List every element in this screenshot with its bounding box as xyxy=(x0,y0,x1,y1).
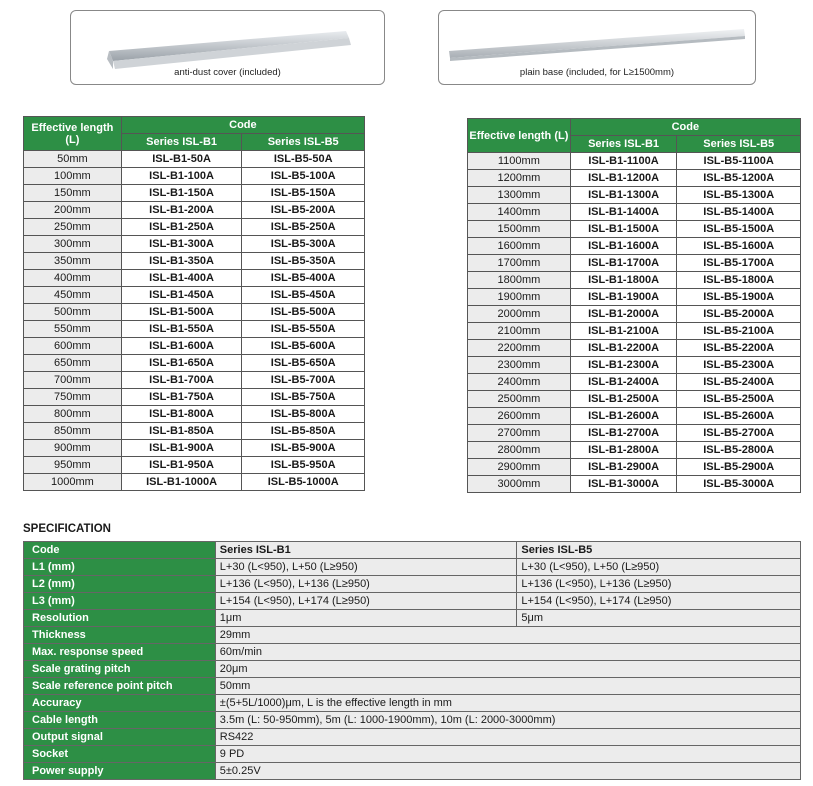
series-b1-code-cell: ISL-B1-2200A xyxy=(570,340,677,357)
effective-length-cell: 2100mm xyxy=(468,323,571,340)
code-header: Code xyxy=(570,119,800,136)
series-b5-code-cell: ISL-B5-700A xyxy=(242,372,365,389)
table-row xyxy=(24,253,365,270)
spec-row xyxy=(24,763,801,780)
table-row xyxy=(24,338,365,355)
effective-length-cell: 350mm xyxy=(24,253,122,270)
spec-value: 29mm xyxy=(215,627,800,644)
series-b1-code-cell: ISL-B1-1200A xyxy=(570,170,677,187)
table-row xyxy=(468,153,801,170)
table-row xyxy=(24,219,365,236)
table-row xyxy=(468,272,801,289)
table-row xyxy=(468,408,801,425)
series-b5-code-cell: ISL-B5-2800A xyxy=(677,442,801,459)
series-b1-code-cell: ISL-B1-300A xyxy=(121,236,242,253)
series-b1-code-cell: ISL-B1-2100A xyxy=(570,323,677,340)
series-b1-code-cell: ISL-B1-500A xyxy=(121,304,242,321)
table-row xyxy=(24,355,365,372)
series-b5-code-cell: ISL-B5-2500A xyxy=(677,391,801,408)
series-b5-code-cell: ISL-B5-800A xyxy=(242,406,365,423)
series-b5-code-cell: ISL-B5-900A xyxy=(242,440,365,457)
series-b1-code-cell: ISL-B1-2300A xyxy=(570,357,677,374)
effective-length-cell: 450mm xyxy=(24,287,122,304)
table-row xyxy=(24,372,365,389)
series-b5-code-cell: ISL-B5-2900A xyxy=(677,459,801,476)
spec-label: L3 (mm) xyxy=(24,593,216,610)
table-row xyxy=(24,440,365,457)
spec-label: Cable length xyxy=(24,712,216,729)
spec-value-b1: L+154 (L<950), L+174 (L≥950) xyxy=(215,593,517,610)
effective-length-cell: 3000mm xyxy=(468,476,571,493)
effective-length-cell: 750mm xyxy=(24,389,122,406)
effective-length-cell: 1400mm xyxy=(468,204,571,221)
series-b1-code-cell: ISL-B1-650A xyxy=(121,355,242,372)
spec-row xyxy=(24,559,801,576)
series-b1-code-cell: ISL-B1-250A xyxy=(121,219,242,236)
series-b1-code-cell: ISL-B1-1700A xyxy=(570,255,677,272)
effective-length-cell: 2700mm xyxy=(468,425,571,442)
series-b1-code-cell: ISL-B1-2500A xyxy=(570,391,677,408)
spec-row xyxy=(24,576,801,593)
table-row xyxy=(24,202,365,219)
spec-row xyxy=(24,610,801,627)
series-b5-code-cell: ISL-B5-850A xyxy=(242,423,365,440)
table-row xyxy=(468,374,801,391)
series-b5-code-cell: ISL-B5-150A xyxy=(242,185,365,202)
spec-label: Scale reference point pitch xyxy=(24,678,216,695)
series-b5-code-cell: ISL-B5-500A xyxy=(242,304,365,321)
code-table-right xyxy=(467,118,801,493)
series-b5-code-cell: ISL-B5-200A xyxy=(242,202,365,219)
spec-row xyxy=(24,678,801,695)
effective-length-cell: 1300mm xyxy=(468,187,571,204)
series-b5-header: Series ISL-B5 xyxy=(242,134,365,151)
series-b5-code-cell: ISL-B5-1900A xyxy=(677,289,801,306)
effective-length-cell: 1500mm xyxy=(468,221,571,238)
table-row xyxy=(468,459,801,476)
table-row xyxy=(24,270,365,287)
effective-length-cell: 1900mm xyxy=(468,289,571,306)
table-row xyxy=(24,406,365,423)
spec-row xyxy=(24,661,801,678)
series-b5-code-cell: ISL-B5-3000A xyxy=(677,476,801,493)
table-row xyxy=(468,442,801,459)
effective-length-cell: 2400mm xyxy=(468,374,571,391)
series-b5-code-cell: ISL-B5-1000A xyxy=(242,474,365,491)
effective-length-cell: 250mm xyxy=(24,219,122,236)
series-b1-code-cell: ISL-B1-900A xyxy=(121,440,242,457)
series-b5-code-cell: ISL-B5-1300A xyxy=(677,187,801,204)
effective-length-cell: 2300mm xyxy=(468,357,571,374)
effective-length-cell: 1100mm xyxy=(468,153,571,170)
series-b5-code-cell: ISL-B5-350A xyxy=(242,253,365,270)
effective-length-cell: 2200mm xyxy=(468,340,571,357)
effective-length-cell: 2500mm xyxy=(468,391,571,408)
effective-length-cell: 600mm xyxy=(24,338,122,355)
spec-label: Max. response speed xyxy=(24,644,216,661)
series-b5-code-cell: ISL-B5-2700A xyxy=(677,425,801,442)
series-b1-header: Series ISL-B1 xyxy=(570,136,677,153)
table-row xyxy=(24,321,365,338)
series-b1-code-cell: ISL-B1-2800A xyxy=(570,442,677,459)
effective-length-cell: 950mm xyxy=(24,457,122,474)
spec-value: 20μm xyxy=(215,661,800,678)
spec-row xyxy=(24,695,801,712)
plain-base-caption: plain base (included, for L≥1500mm) xyxy=(519,67,675,78)
effective-length-cell: 500mm xyxy=(24,304,122,321)
spec-row xyxy=(24,746,801,763)
table-row xyxy=(24,168,365,185)
table-row xyxy=(24,185,365,202)
series-b1-code-cell: ISL-B1-1300A xyxy=(570,187,677,204)
table-row xyxy=(468,187,801,204)
table-row xyxy=(468,170,801,187)
table-row xyxy=(468,255,801,272)
series-b5-code-cell: ISL-B5-1200A xyxy=(677,170,801,187)
spec-value: RS422 xyxy=(215,729,800,746)
spec-label: Resolution xyxy=(24,610,216,627)
series-b1-code-cell: ISL-B1-2900A xyxy=(570,459,677,476)
series-b5-code-cell: ISL-B5-950A xyxy=(242,457,365,474)
table-row xyxy=(24,236,365,253)
spec-value: 50mm xyxy=(215,678,800,695)
series-b5-code-cell: ISL-B5-600A xyxy=(242,338,365,355)
specification-table xyxy=(23,541,801,780)
spec-value: 9 PD xyxy=(215,746,800,763)
effective-length-cell: 50mm xyxy=(24,151,122,168)
table-row xyxy=(468,425,801,442)
table-row xyxy=(468,323,801,340)
series-b5-code-cell: ISL-B5-2400A xyxy=(677,374,801,391)
series-b5-code-cell: ISL-B5-2600A xyxy=(677,408,801,425)
table-row xyxy=(468,221,801,238)
spec-value-b1: L+30 (L<950), L+50 (L≥950) xyxy=(215,559,517,576)
table-row xyxy=(24,474,365,491)
series-b1-code-cell: ISL-B1-800A xyxy=(121,406,242,423)
series-b5-code-cell: ISL-B5-1700A xyxy=(677,255,801,272)
series-b1-code-cell: ISL-B1-1800A xyxy=(570,272,677,289)
effective-length-cell: 300mm xyxy=(24,236,122,253)
series-b1-code-cell: ISL-B1-1500A xyxy=(570,221,677,238)
series-b1-code-cell: ISL-B1-1100A xyxy=(570,153,677,170)
spec-value-b5: L+30 (L<950), L+50 (L≥950) xyxy=(517,559,801,576)
spec-code-label: Code xyxy=(24,542,216,559)
series-b5-code-cell: ISL-B5-400A xyxy=(242,270,365,287)
spec-value: 5±0.25V xyxy=(215,763,800,780)
series-b5-header: Series ISL-B5 xyxy=(677,136,801,153)
table-row xyxy=(24,457,365,474)
spec-row xyxy=(24,593,801,610)
spec-label: Power supply xyxy=(24,763,216,780)
series-b5-code-cell: ISL-B5-300A xyxy=(242,236,365,253)
spec-value: 60m/min xyxy=(215,644,800,661)
effective-length-cell: 1700mm xyxy=(468,255,571,272)
effective-length-cell: 850mm xyxy=(24,423,122,440)
anti-dust-cover-caption: anti-dust cover (included) xyxy=(174,67,281,78)
series-b5-code-cell: ISL-B5-1100A xyxy=(677,153,801,170)
code-header: Code xyxy=(121,117,364,134)
series-b1-code-cell: ISL-B1-600A xyxy=(121,338,242,355)
table-row xyxy=(468,391,801,408)
effective-length-cell: 2600mm xyxy=(468,408,571,425)
effective-length-header: Effective length (L) xyxy=(468,119,571,153)
table-row xyxy=(468,476,801,493)
spec-value-b5: L+136 (L<950), L+136 (L≥950) xyxy=(517,576,801,593)
effective-length-cell: 550mm xyxy=(24,321,122,338)
table-row xyxy=(468,340,801,357)
series-b1-code-cell: ISL-B1-1400A xyxy=(570,204,677,221)
spec-label: Accuracy xyxy=(24,695,216,712)
spec-value: ±(5+5L/1000)μm, L is the effective length in mm xyxy=(215,695,800,712)
series-b1-code-cell: ISL-B1-200A xyxy=(121,202,242,219)
series-b1-code-cell: ISL-B1-3000A xyxy=(570,476,677,493)
spec-value-b5: L+154 (L<950), L+174 (L≥950) xyxy=(517,593,801,610)
spec-value-b1: L+136 (L<950), L+136 (L≥950) xyxy=(215,576,517,593)
effective-length-header: Effective length (L) xyxy=(24,117,122,151)
table-row xyxy=(24,389,365,406)
series-b1-code-cell: ISL-B1-150A xyxy=(121,185,242,202)
series-b1-code-cell: ISL-B1-1900A xyxy=(570,289,677,306)
series-b1-code-cell: ISL-B1-700A xyxy=(121,372,242,389)
table-row xyxy=(468,238,801,255)
effective-length-cell: 800mm xyxy=(24,406,122,423)
series-b5-code-cell: ISL-B5-250A xyxy=(242,219,365,236)
effective-length-cell: 1000mm xyxy=(24,474,122,491)
table-row xyxy=(468,357,801,374)
effective-length-cell: 2900mm xyxy=(468,459,571,476)
series-b5-code-cell: ISL-B5-450A xyxy=(242,287,365,304)
series-b1-code-cell: ISL-B1-1000A xyxy=(121,474,242,491)
effective-length-cell: 200mm xyxy=(24,202,122,219)
series-b5-code-cell: ISL-B5-2300A xyxy=(677,357,801,374)
series-b5-code-cell: ISL-B5-2200A xyxy=(677,340,801,357)
series-b5-code-cell: ISL-B5-550A xyxy=(242,321,365,338)
effective-length-cell: 2000mm xyxy=(468,306,571,323)
spec-row xyxy=(24,729,801,746)
spec-row xyxy=(24,627,801,644)
effective-length-cell: 1600mm xyxy=(468,238,571,255)
table-row xyxy=(468,204,801,221)
spec-label: L2 (mm) xyxy=(24,576,216,593)
series-b5-code-cell: ISL-B5-100A xyxy=(242,168,365,185)
spec-label: Thickness xyxy=(24,627,216,644)
series-b1-code-cell: ISL-B1-2000A xyxy=(570,306,677,323)
effective-length-cell: 2800mm xyxy=(468,442,571,459)
spec-value: 3.5m (L: 50-950mm), 5m (L: 1000-1900mm), 10m (L: 2000-3000mm) xyxy=(215,712,800,729)
series-b5-code-cell: ISL-B5-650A xyxy=(242,355,365,372)
code-table-left xyxy=(23,116,365,491)
series-b5-code-cell: ISL-B5-750A xyxy=(242,389,365,406)
spec-value-b5: 5μm xyxy=(517,610,801,627)
table-row xyxy=(24,151,365,168)
series-b1-code-cell: ISL-B1-2700A xyxy=(570,425,677,442)
spec-label: L1 (mm) xyxy=(24,559,216,576)
spec-row xyxy=(24,712,801,729)
series-b1-code-cell: ISL-B1-400A xyxy=(121,270,242,287)
series-b5-code-cell: ISL-B5-2100A xyxy=(677,323,801,340)
series-b1-code-cell: ISL-B1-50A xyxy=(121,151,242,168)
spec-header-row xyxy=(24,542,801,559)
specification-title: SPECIFICATION xyxy=(23,523,111,535)
series-b1-code-cell: ISL-B1-450A xyxy=(121,287,242,304)
table-row xyxy=(468,306,801,323)
effective-length-cell: 400mm xyxy=(24,270,122,287)
table-row xyxy=(24,287,365,304)
effective-length-cell: 100mm xyxy=(24,168,122,185)
spec-label: Socket xyxy=(24,746,216,763)
series-b5-code-cell: ISL-B5-1600A xyxy=(677,238,801,255)
series-b1-code-cell: ISL-B1-850A xyxy=(121,423,242,440)
series-b5-code-cell: ISL-B5-1500A xyxy=(677,221,801,238)
series-b5-code-cell: ISL-B5-1800A xyxy=(677,272,801,289)
spec-label: Scale grating pitch xyxy=(24,661,216,678)
series-b1-header: Series ISL-B1 xyxy=(121,134,242,151)
spec-label: Output signal xyxy=(24,729,216,746)
plain-base-figure xyxy=(438,10,756,85)
spec-value-b1: 1μm xyxy=(215,610,517,627)
spec-row xyxy=(24,644,801,661)
series-b5-code-cell: ISL-B5-2000A xyxy=(677,306,801,323)
series-b1-code-cell: ISL-B1-2400A xyxy=(570,374,677,391)
effective-length-cell: 650mm xyxy=(24,355,122,372)
series-b1-code-cell: ISL-B1-550A xyxy=(121,321,242,338)
series-b1-code-cell: ISL-B1-750A xyxy=(121,389,242,406)
spec-series-b1-header: Series ISL-B1 xyxy=(215,542,517,559)
spec-series-b5-header: Series ISL-B5 xyxy=(517,542,801,559)
effective-length-cell: 900mm xyxy=(24,440,122,457)
series-b5-code-cell: ISL-B5-50A xyxy=(242,151,365,168)
series-b5-code-cell: ISL-B5-1400A xyxy=(677,204,801,221)
series-b1-code-cell: ISL-B1-350A xyxy=(121,253,242,270)
effective-length-cell: 150mm xyxy=(24,185,122,202)
series-b1-code-cell: ISL-B1-2600A xyxy=(570,408,677,425)
series-b1-code-cell: ISL-B1-100A xyxy=(121,168,242,185)
anti-dust-cover-figure xyxy=(70,10,385,85)
effective-length-cell: 1800mm xyxy=(468,272,571,289)
series-b1-code-cell: ISL-B1-1600A xyxy=(570,238,677,255)
effective-length-cell: 1200mm xyxy=(468,170,571,187)
series-b1-code-cell: ISL-B1-950A xyxy=(121,457,242,474)
table-row xyxy=(468,289,801,306)
effective-length-cell: 700mm xyxy=(24,372,122,389)
table-row xyxy=(24,304,365,321)
table-row xyxy=(24,423,365,440)
